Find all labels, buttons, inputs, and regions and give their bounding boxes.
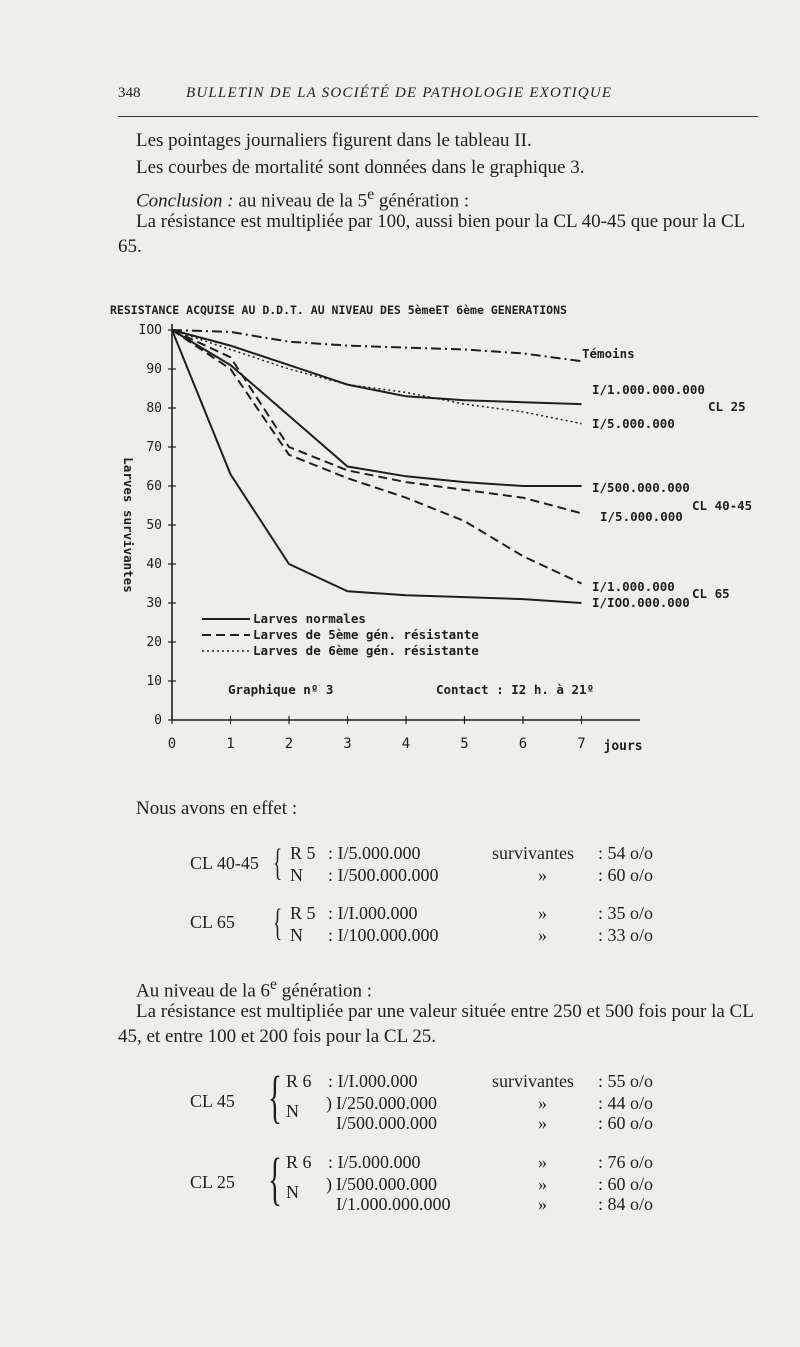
row-type: N <box>290 865 303 885</box>
row-value: : 84 o/o <box>598 1194 654 1214</box>
sixth-heading-pre: Au niveau de la 6 <box>136 980 271 1002</box>
row-value: : 54 o/o <box>598 843 654 863</box>
series-label-4: I/5.000.000 <box>600 509 683 524</box>
brace: { <box>268 1146 282 1211</box>
x-tick-label: 6 <box>518 736 528 752</box>
strain-label: CL 65 <box>190 912 235 932</box>
series-line-2 <box>172 330 582 424</box>
journal-title: BULLETIN DE LA SOCIÉTÉ DE PATHOLOGIE EXOTIQUE <box>186 85 613 101</box>
row-value: : 33 o/o <box>598 925 654 945</box>
row-conc: I/500.000.000 <box>336 1113 437 1133</box>
row-conc: I/1.000.000.000 <box>336 1194 451 1214</box>
strain-label: CL 40-45 <box>190 853 259 873</box>
legend-label: Larves de 5ème gén. résistante <box>253 627 479 642</box>
row-label: » <box>538 1093 547 1113</box>
row-label: » <box>538 1113 547 1133</box>
conclusion-text-post: génération : <box>378 190 470 212</box>
row-conc: : I/5.000.000 <box>328 843 421 863</box>
row-type: N <box>286 1101 299 1121</box>
y-axis-label: Larves survivantes <box>121 457 136 593</box>
row-value: : 60 o/o <box>598 865 654 885</box>
row-label: survivantes <box>492 843 574 863</box>
sixth-paragraph: La résistance est multipliée par une valeur située entre 250 et 500 fois pour la CL 45, et entre 100 et 200 fois pour la CL 25. <box>118 1001 754 1047</box>
header-rule <box>118 116 758 117</box>
x-tick-label: 5 <box>460 736 469 752</box>
row-value: : 55 o/o <box>598 1071 654 1091</box>
series-label-5: I/1.000.000 <box>592 579 675 594</box>
row-label: » <box>538 865 547 885</box>
series-line-6 <box>172 330 582 603</box>
legend-label: Larves de 6ème gén. résistante <box>253 643 479 658</box>
row-type: N <box>286 1182 299 1202</box>
conclusion-label: Conclusion : <box>136 190 234 212</box>
y-tick-label: 50 <box>146 518 162 533</box>
brace: { <box>273 842 283 884</box>
row-type: R 6 <box>286 1152 312 1172</box>
small-brace: ) <box>326 1093 332 1113</box>
x-tick-label: 0 <box>167 736 177 752</box>
y-tick-label: 80 <box>146 401 162 416</box>
strain-label: CL 25 <box>190 1172 235 1192</box>
series-label-1: I/1.000.000.000 <box>592 382 705 397</box>
y-tick-label: 0 <box>154 713 162 728</box>
y-tick-label: 90 <box>146 362 162 377</box>
x-tick-label: 1 <box>226 736 235 752</box>
legend-label: Larves normales <box>253 611 366 626</box>
y-tick-label: IOO <box>138 323 162 338</box>
y-tick-label: 10 <box>146 674 162 689</box>
group-label-2: CL 65 <box>692 586 730 601</box>
brace: { <box>273 902 283 944</box>
row-conc: : I/500.000.000 <box>328 865 439 885</box>
annotation-contact: Contact : I2 h. à 21º <box>436 682 595 697</box>
row-conc: : I/100.000.000 <box>328 925 439 945</box>
sixth-heading-post: génération : <box>281 980 373 1002</box>
row-label: » <box>538 925 547 945</box>
row-value: : 60 o/o <box>598 1174 654 1194</box>
effect-intro: Nous avons en effet : <box>136 798 298 819</box>
row-conc: I/500.000.000 <box>336 1174 437 1194</box>
brace: { <box>268 1064 282 1129</box>
small-brace: ) <box>326 1174 332 1194</box>
conclusion-sup: e <box>367 186 375 203</box>
row-type: R 5 <box>290 903 316 923</box>
resistance-5-paragraph: La résistance est multipliée par 100, aussi bien pour la CL 40-45 que pour la CL 65. <box>118 211 745 257</box>
row-type: R 5 <box>290 843 316 863</box>
row-type: R 6 <box>286 1071 312 1091</box>
row-conc: : I/5.000.000 <box>328 1152 421 1172</box>
annotation-graph: Graphique nº 3 <box>228 682 334 697</box>
page-number: 348 <box>118 85 141 101</box>
row-value: : 35 o/o <box>598 903 654 923</box>
mortality-chart <box>110 300 770 760</box>
row-value: : 44 o/o <box>598 1093 654 1113</box>
x-tick-label: 2 <box>284 736 294 752</box>
row-label: survivantes <box>492 1071 574 1091</box>
row-label: » <box>538 1152 547 1172</box>
chart-title: RESISTANCE ACQUISE AU D.D.T. AU NIVEAU DES 5èmeET 6ème GENERATIONS <box>110 303 567 317</box>
row-label: » <box>538 1194 547 1214</box>
row-value: : 76 o/o <box>598 1152 654 1172</box>
x-tick-label: 7 <box>577 736 586 752</box>
sixth-heading-sup: e <box>270 976 278 993</box>
group-label-1: CL 40-45 <box>692 498 753 513</box>
row-conc: : I/I.000.000 <box>328 1071 418 1091</box>
row-label: » <box>538 903 547 923</box>
row-label: » <box>538 1174 547 1194</box>
y-tick-label: 70 <box>146 440 162 455</box>
series-label-3: I/500.000.000 <box>592 480 690 495</box>
x-tick-label: 3 <box>343 736 352 752</box>
row-value: : 60 o/o <box>598 1113 654 1133</box>
page-header <box>118 85 758 107</box>
intro-line-1: Les pointages journaliers figurent dans le tableau II. <box>136 130 532 151</box>
chart-svg <box>110 300 770 760</box>
y-tick-label: 30 <box>146 596 162 611</box>
conclusion-text-pre: au niveau de la 5 <box>238 190 368 212</box>
y-tick-label: 40 <box>146 557 162 572</box>
series-label-6: I/IOO.000.000 <box>592 595 690 610</box>
row-conc: : I/I.000.000 <box>328 903 418 923</box>
row-type: N <box>290 925 303 945</box>
y-tick-label: 60 <box>146 479 162 494</box>
intro-line-2: Les courbes de mortalité sont données dans le graphique 3. <box>136 157 585 178</box>
row-conc: I/250.000.000 <box>336 1093 437 1113</box>
y-tick-label: 20 <box>146 635 162 650</box>
series-label-2: I/5.000.000 <box>592 416 675 431</box>
x-axis-label: jours <box>603 739 643 754</box>
group-label-0: CL 25 <box>708 399 746 414</box>
strain-label: CL 45 <box>190 1091 235 1111</box>
x-tick-label: 4 <box>401 736 411 752</box>
series-label-0: Témoins <box>582 346 635 361</box>
